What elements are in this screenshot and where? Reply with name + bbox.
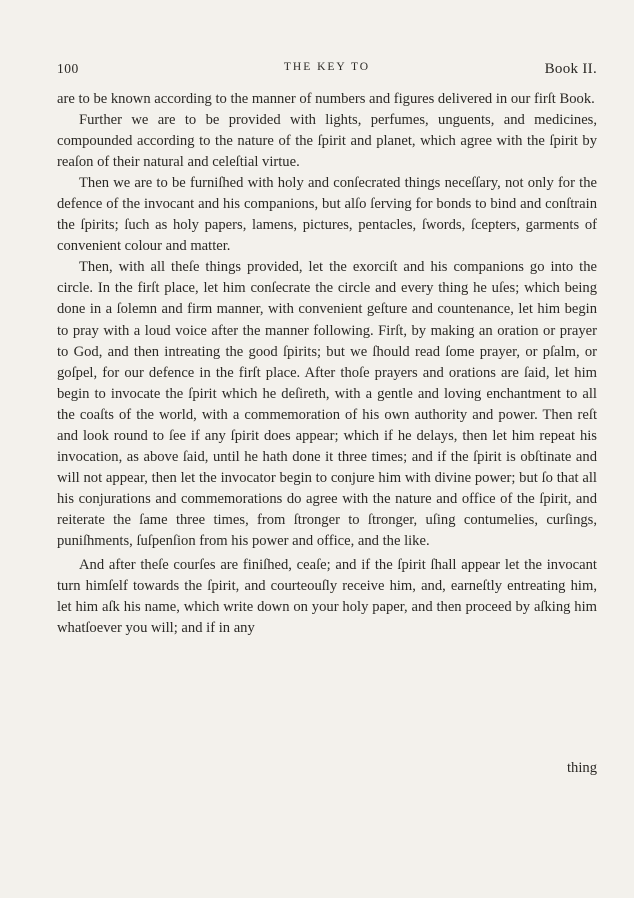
page-number: 100: [57, 61, 79, 76]
paragraph-spirit-appears: And after theſe courſes are finiſhed, ceaſe; and if the ſpirit ſhall appear let the invocant turn himſelf towards the ſpirit, and courteouſly receive him, and, earneſtly entreating him, let him aſk his name, which write down on your holy paper, and then proceed by aſking him whatſoever you will; and if in any: [57, 557, 597, 637]
book-label: Book II.: [544, 61, 597, 77]
catchword: thing: [567, 760, 597, 776]
page-header: [57, 61, 597, 81]
paragraph-continuation: are to be known according to the manner of numbers and figures delivered in our firſt Book.: [57, 91, 595, 107]
paragraph-circle-ritual: Then, with all theſe things provided, let the exorciſt and his companions go into the circle. In the firſt place, let him conſecrate the circle and every thing he uſes; which being done in a ſolemn and firm manner, with convenient geſture and countenance, let him begin to pray with a loud voice after the manner following. Firſt, by making an oration or prayer to God, and then intreating the good ſpirits; but we ſhould read ſome prayer, or pſalm, or goſpel, for our defence in the firſt place. After thoſe prayers and orations are ſaid, let him begin to invocate the ſpirit which he deſireth, with a gentle and loving enchantment to all the coaſts of the world, with a commemoration of his own authority and power. Then reſt and look round to ſee if any ſpirit does appear; which if he delays, then let him repeat his invocation, as above ſaid, until he hath done it three times; and if the ſpirit is obſtinate and will not appear, then let the invocator begin to conjure him with divine power; but ſo that all his conjurations and commemorations do agree with the nature and office of the ſpirit, and reiterate the ſame three times, from ſtronger to ſtronger, uſing contumelies, curſings, puniſhments, ſuſpenſion from his power and office, and the like.: [57, 259, 597, 549]
paragraph-consecrated-things: Then we are to be furniſhed with holy and conſecrated things neceſſary, not only for the defence of the invocant and his companions, but alſo ſerving for bonds to bind and conſtrain the ſpirits; ſuch as holy papers, lamens, pictures, pentacles, ſwords, ſcepters, garments of convenient colour and matter.: [57, 175, 597, 255]
paragraph-provisions: Further we are to be provided with lights, perfumes, unguents, and medicines, compounded according to the nature of the ſpirit and planet, which agree with the ſpirit by reaſon of their natural and celeſtial virtue.: [57, 112, 597, 171]
running-title: THE KEY TO: [283, 61, 371, 73]
body-text: [57, 89, 597, 639]
